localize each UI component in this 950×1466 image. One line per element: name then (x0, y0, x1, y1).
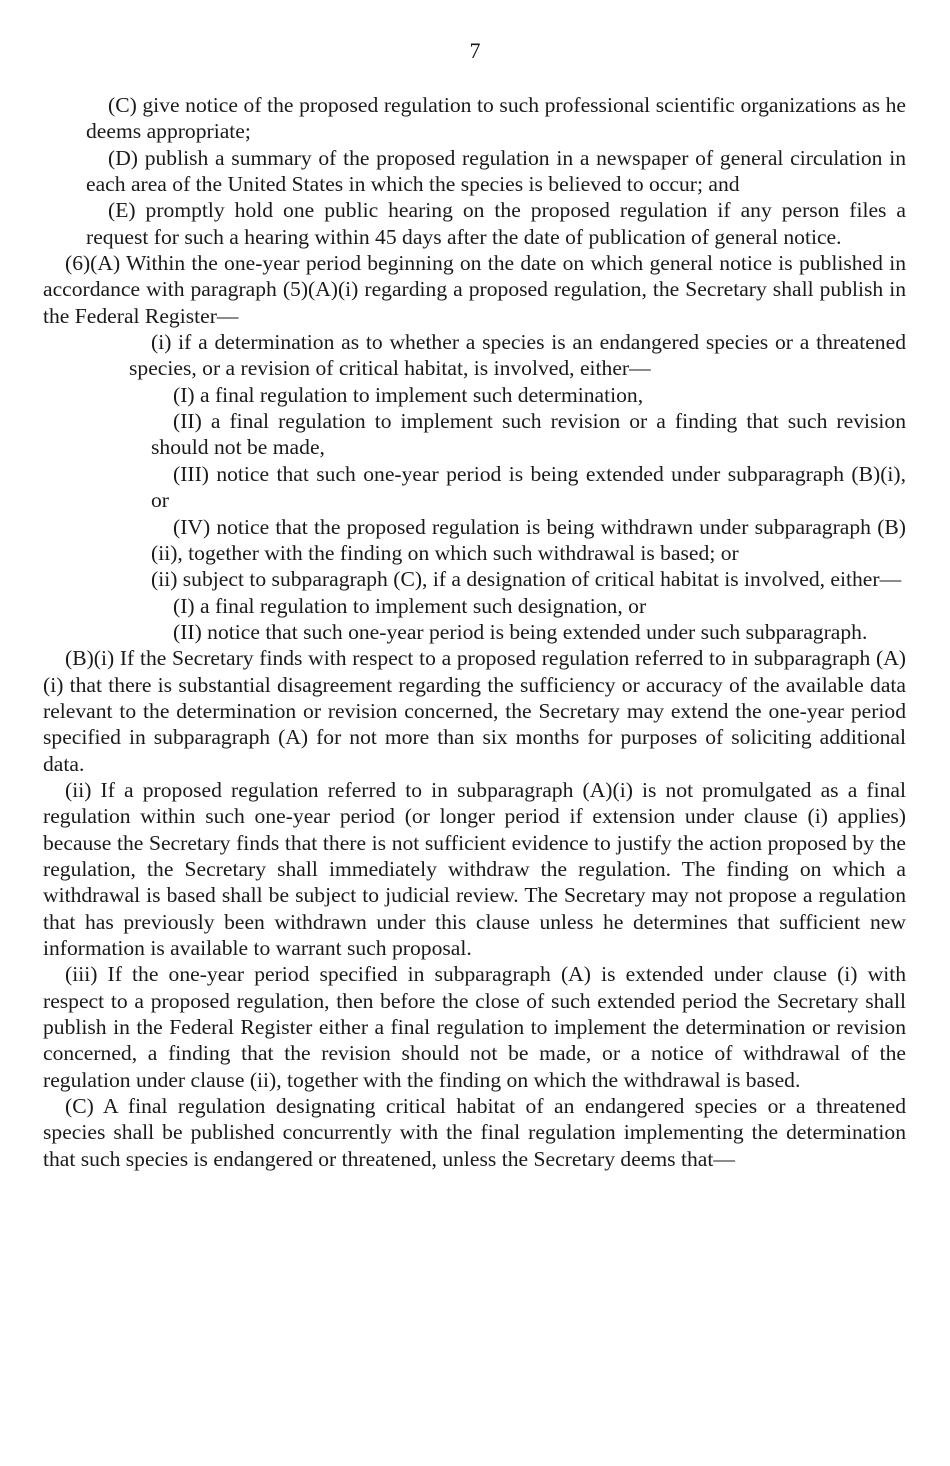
paragraph-c-critical-habitat-final: (C) A final regulation designating critical habitat of an endangered species or a threatened species shall be published concurrently with the final regulation implementing the determination that such species is endangered or threatened, unless the Secretary deems that— (43, 1094, 906, 1171)
subclause-iv-withdrawal-notice: (IV) notice that the proposed regulation is being withdrawn under subparagraph (B)(ii), together with the finding on which such withdrawal is based; or (151, 514, 906, 565)
subclause-iii-extension-notice: (III) notice that such one-year period is being extended under subparagraph (B)(i), or (151, 461, 906, 513)
clause-ii-critical-habitat: (ii) subject to subparagraph (C), if a designation of critical habitat is involved, either— (151, 567, 902, 592)
clause-i-determination: (i) if a determination as to whether a species is an endangered species or a threatened species, or a revision of critical habitat, is involved, either— (129, 330, 906, 381)
paragraph-e-public-hearing: (E) promptly hold one public hearing on the proposed regulation if any person files a request for such a hearing within 45 days after the date of publication of general notice. (86, 198, 906, 249)
paragraph-d-newspaper-summary: (D) publish a summary of the proposed regulation in a newspaper of general circulation in each area of the United States in which the species is believed to occur; and (86, 145, 906, 197)
subclause-i-designation: (I) a final regulation to implement such designation, or (173, 593, 647, 618)
paragraph-b-ii-withdrawal: (ii) If a proposed regulation referred to in subparagraph (A)(i) is not promulgated as a final regulation within such one-year period (or longer period if extension under clause (i) applies) because the Secretary finds that there is not sufficient evidence to justify the action proposed by the regulation, the Secretary shall immediately withdraw the regulation. The finding on which a withdrawal is based shall be subject to judicial review. The Secretary may not propose a regulation that has previously been withdrawn under this clause unless he determines that sufficient new information is available to warrant such proposal. (43, 777, 906, 960)
paragraph-c-notice-organizations: (C) give notice of the proposed regulation to such professional scientific organizations as he deems appropriate; (86, 93, 906, 144)
subclause-ii-extension: (II) notice that such one-year period is being extended under such subparagraph. (173, 619, 868, 644)
paragraph-b-iii-extended-period: (iii) If the one-year period specified in subparagraph (A) is extended under clause (i) with respect to a proposed regulation, then before the close of such extended period the Secretary shall publish in the Federal Register either a final regulation to implement the determination or revision concerned, a finding that the revision should not be made, or a notice of withdrawal of the regulation under clause (ii), together with the finding on which the withdrawal is based. (43, 962, 906, 1092)
paragraph-6a-one-year-period: (6)(A) Within the one-year period beginning on the date on which general notice is published in accordance with paragraph (5)(A)(i) regarding a proposed regulation, the Secretary shall publish in the Federal Register— (43, 251, 906, 328)
subclause-i-final-regulation: (I) a final regulation to implement such determination, (173, 382, 644, 407)
page-number: 7 (469, 38, 481, 63)
subclause-ii-final-regulation-revision: (II) a final regulation to implement such revision or a finding that such revision should not be made, (151, 409, 906, 460)
paragraph-b-i-extension: (B)(i) If the Secretary finds with respect to a proposed regulation referred to in subparagraph (A)(i) that there is substantial disagreement regarding the sufficiency or accuracy of the available data relevant to the determination or revision concerned, the Secretary may extend the one-year period specified in subparagraph (A) for not more than six months for purposes of soliciting additional data. (43, 646, 906, 776)
statute-text (43, 92, 906, 1172)
